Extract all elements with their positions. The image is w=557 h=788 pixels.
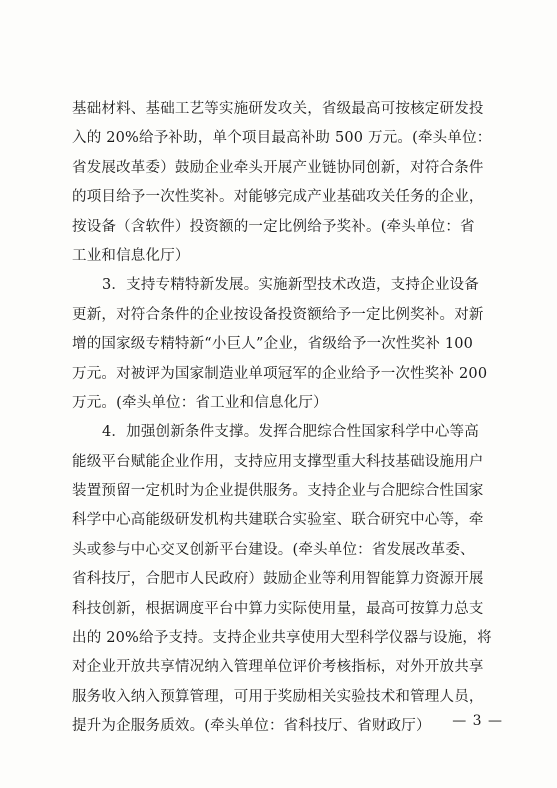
text-line: 按设备（含软件）投资额的一定比例给予奖补。(牵头单位：省 <box>72 218 475 235</box>
text-line: 装置预留一定机时为企业提供服务。支持企业与合肥综合性国家 <box>72 483 484 500</box>
text-line: 入的 20%给予补助，单个项目最高补助 500 万元。(牵头单位： <box>72 130 492 147</box>
text-line: 万元。(牵头单位：省工业和信息化厅） <box>72 394 328 411</box>
page-number: — 3 — <box>452 713 503 729</box>
text-line: 服务收入纳入预算管理，可用于奖励相关实验技术和管理人员， <box>72 688 484 705</box>
text-line: 4．加强创新条件支撑。发挥合肥综合性国家科学中心等高 <box>102 424 479 441</box>
text-line: 头或参与中心交叉创新平台建设。(牵头单位：省发展改革委、 <box>72 541 475 558</box>
text-line: 对企业开放共享情况纳入管理单位评价考核指标，对外开放共享 <box>72 659 484 676</box>
body-text <box>72 95 498 742</box>
text-line: 能级平台赋能企业作用，支持应用支撑型重大科技基础设施用户 <box>72 453 484 470</box>
text-line: 3．支持专精特新发展。实施新型技术改造，支持企业设备 <box>102 277 479 294</box>
text-line: 万元。对被评为国家制造业单项冠军的企业给予一次性奖补 200 <box>72 365 488 382</box>
text-line: 科技创新，根据调度平台中算力实际使用量，最高可按算力总支 <box>72 600 484 617</box>
text-line: 出的 20%给予支持。支持企业共享使用大型科学仪器与设施，将 <box>72 630 492 647</box>
text-line: 科学中心高能级研发机构共建联合实验室、联合研究中心等，牵 <box>72 512 484 529</box>
text-line: 更新，对符合条件的企业按设备投资额给予一定比例奖补。对新 <box>72 306 484 323</box>
text-line: 的项目给予一次性奖补。对能够完成产业基础攻关任务的企业， <box>72 189 484 206</box>
text-line: 提升为企服务质效。(牵头单位：省科技厅、省财政厅） <box>72 718 431 735</box>
text-line: 省科技厅，合肥市人民政府）鼓励企业等利用智能算力资源开展 <box>72 571 484 588</box>
text-line: 工业和信息化厅） <box>72 247 190 264</box>
text-line: 基础材料、基础工艺等实施研发攻关，省级最高可按核定研发投 <box>72 101 484 117</box>
text-line: 增的国家级专精特新“小巨人”企业，省级给予一次性奖补 100 <box>72 336 474 353</box>
text-line: 省发展改革委）鼓励企业牵头开展产业链协同创新，对符合条件 <box>72 159 484 176</box>
